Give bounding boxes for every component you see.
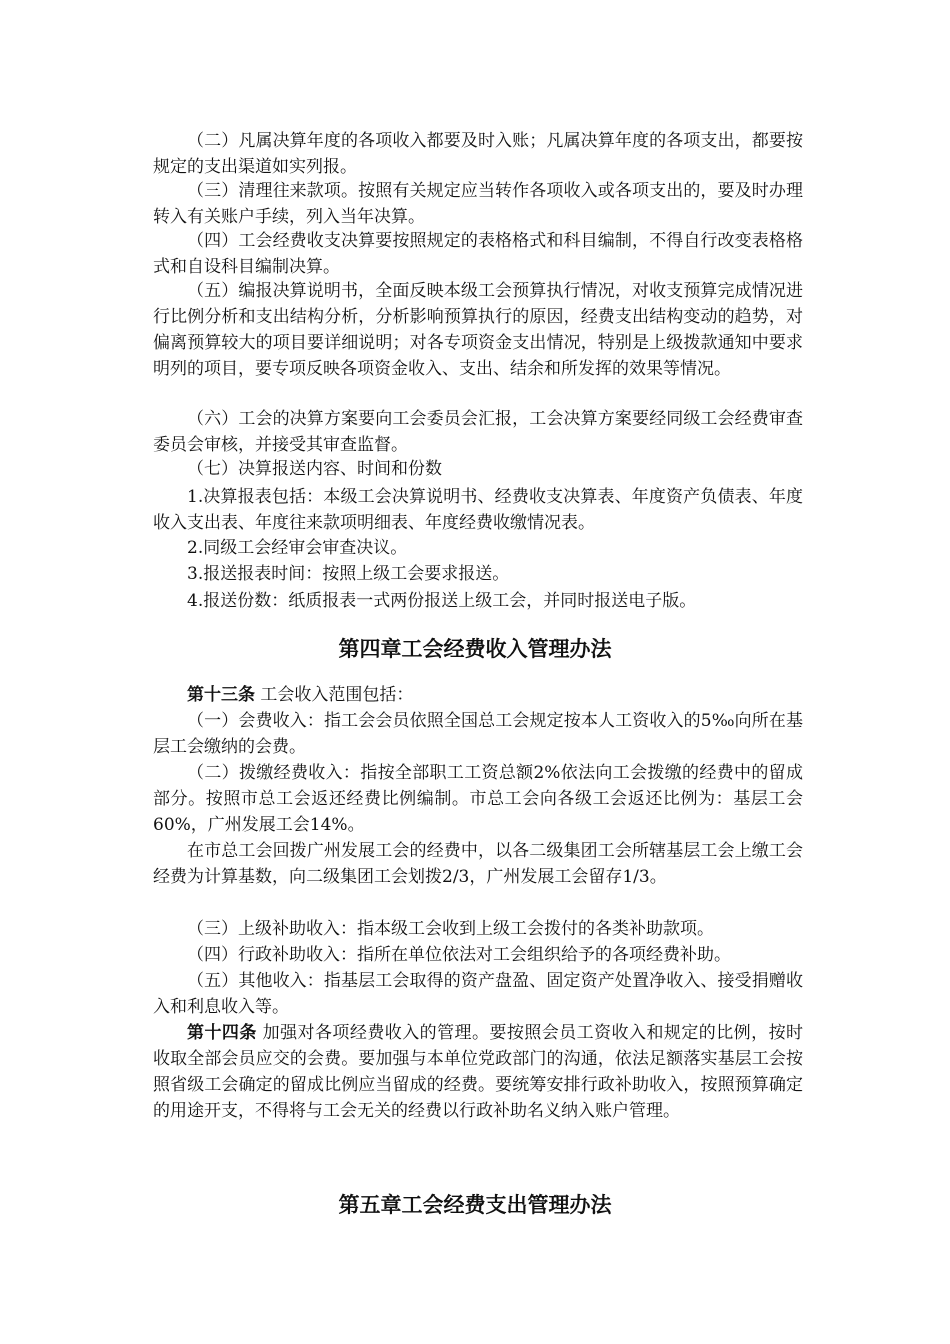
paragraph-final-accounts-2: （二）凡属决算年度的各项收入都要及时入账；凡属决算年度的各项支出，都要按规定的支出渠道如实列报。 xyxy=(153,131,803,177)
article-14-label: 第十四条 xyxy=(187,1023,257,1043)
article-13 xyxy=(153,682,803,708)
article-13-text: 工会收入范围包括： xyxy=(255,685,414,705)
paragraph-report-item-4: 4.报送份数：纸质报表一式两份报送上级工会，并同时报送电子版。 xyxy=(187,591,697,611)
paragraph-income-2-detail: 在市总工会回拨广州发展工会的经费中，以各二级集团工会所辖基层工会上缴工会经费为计算基数，向二级集团工会划拨2/3，广州发展工会留存1/3。 xyxy=(153,841,803,887)
paragraph-report-item-2: 2.同级工会经审会审查决议。 xyxy=(187,538,408,558)
paragraph-final-accounts-3: （三）清理往来款项。按照有关规定应当转作各项收入或各项支出的，要及时办理转入有关账户手续，列入当年决算。 xyxy=(153,181,803,227)
paragraph-report-item-1: 1.决算报表包括：本级工会决算说明书、经费收支决算表、年度资产负债表、年度收入支出表、年度往来款项明细表、年度经费收缴情况表。 xyxy=(153,487,803,533)
paragraph-income-5: （五）其他收入：指基层工会取得的资产盘盈、固定资产处置净收入、接受捐赠收入和利息收入等。 xyxy=(153,971,803,1017)
paragraph-income-4: （四）行政补助收入：指所在单位依法对工会组织给予的各项经费补助。 xyxy=(187,945,731,965)
chapter-4-heading: 第四章工会经费收入管理办法 xyxy=(338,637,612,661)
paragraph-income-1: （一）会费收入：指工会会员依照全国总工会规定按本人工资收入的5‰向所在基层工会缴纳的会费。 xyxy=(153,711,803,757)
paragraph-final-accounts-7: （七）决算报送内容、时间和份数 xyxy=(187,459,442,479)
paragraph-report-item-3: 3.报送报表时间：按照上级工会要求报送。 xyxy=(187,564,510,584)
chapter-5-heading: 第五章工会经费支出管理办法 xyxy=(338,1193,612,1217)
paragraph-final-accounts-5: （五）编报决算说明书，全面反映本级工会预算执行情况，对收支预算完成情况进行比例分析和支出结构分析，分析影响预算执行的原因，经费支出结构变动的趋势，对偏离预算较大的项目要详细说明；对各专项资金支出情况，特别是上级拨款通知中要求明列的项目，要专项反映各项资金收入、支出、结余和所发挥的效果等情况。 xyxy=(153,281,803,379)
article-14 xyxy=(153,1020,803,1124)
paragraph-income-2: （二）拨缴经费收入：指按全部职工工资总额2%依法向工会拨缴的经费中的留成部分。按照市总工会返还经费比例编制。市总工会向各级工会返还比例为：基层工会60%，广州发展工会14%。 xyxy=(153,763,803,835)
paragraph-income-3: （三）上级补助收入：指本级工会收到上级工会拨付的各类补助款项。 xyxy=(187,919,714,939)
article-13-label: 第十三条 xyxy=(187,685,255,705)
paragraph-final-accounts-4: （四）工会经费收支决算要按照规定的表格格式和科目编制，不得自行改变表格格式和自设科目编制决算。 xyxy=(153,231,803,277)
paragraph-final-accounts-6: （六）工会的决算方案要向工会委员会汇报，工会决算方案要经同级工会经费审查委员会审核，并接受其审查监督。 xyxy=(153,409,803,455)
article-14-text: 加强对各项经费收入的管理。要按照会员工资收入和规定的比例，按时收取全部会员应交的会费。要加强与本单位党政部门的沟通，依法足额落实基层工会按照省级工会确定的留成比例应当留成的经费。要统筹安排行政补助收入，按照预算确定的用途开支，不得将与工会无关的经费以行政补助名义纳入账户管理。 xyxy=(153,1023,804,1121)
